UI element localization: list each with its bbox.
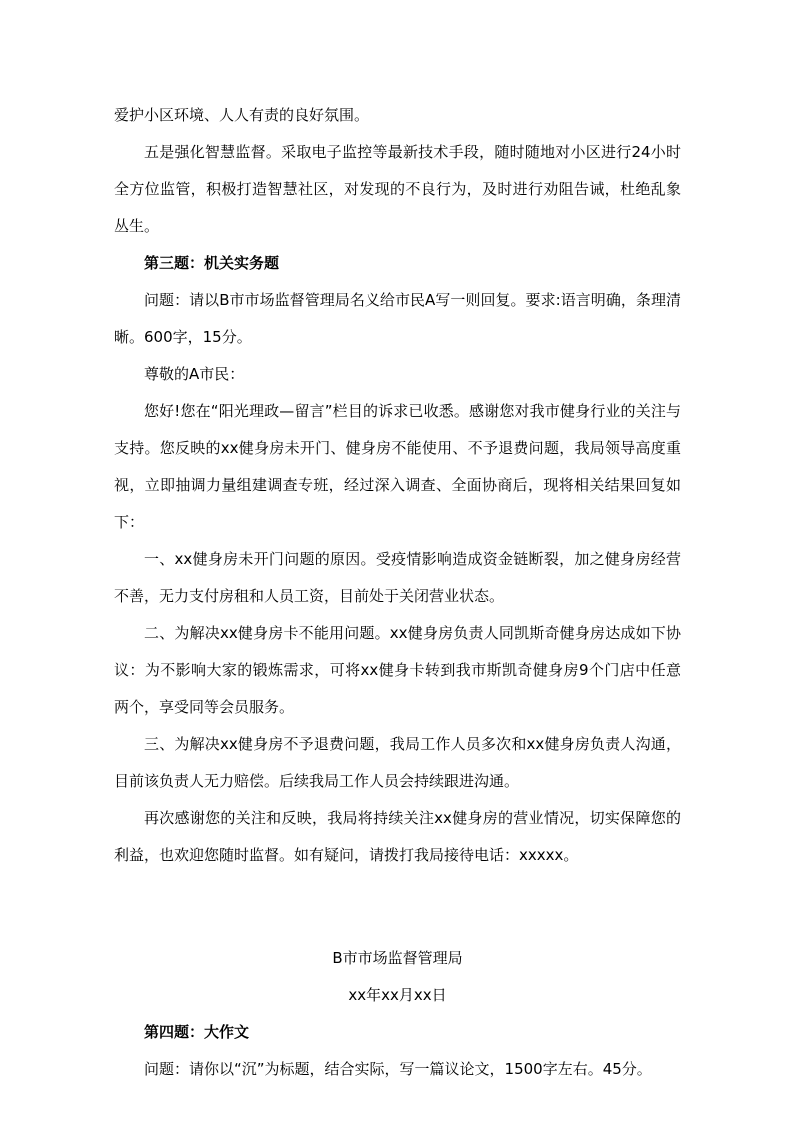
section-heading-question4: 第四题：大作文 <box>144 1023 250 1041</box>
paragraph-salutation: 尊敬的A市民： <box>144 365 245 383</box>
signature-date: xx年xx月xx日 <box>348 986 447 1004</box>
paragraph-reply-item3: 三、为解决xx健身房不予退费问题，我局工作人员多次和xx健身房负责人沟通，目前该负责人无力赔偿。后续我局工作人员会持续跟进沟通。 <box>114 735 681 790</box>
section-heading-question3: 第三题：机关实务题 <box>144 254 280 272</box>
signature-organization: B市市场监督管理局 <box>332 949 463 967</box>
paragraph-reply-closing: 再次感谢您的关注和反映，我局将持续关注xx健身房的营业情况，切实保障您的利益，也欢迎您随时监督。如有疑问，请拨打我局接待电话：xxxxx。 <box>114 809 681 864</box>
paragraph-reply-intro: 您好!您在“阳光理政—留言”栏目的诉求已收悉。感谢您对我市健身行业的关注与支持。您反映的xx健身房未开门、健身房不能使用、不予退费问题，我局领导高度重视，立即抽调力量组建调查专班，经过深入调查、全面协商后，现将相关结果回复如下： <box>114 402 681 531</box>
paragraph-body: 五是强化智慧监督。采取电子监控等最新技术手段，随时随地对小区进行24小时全方位监管，积极打造智慧社区，对发现的不良行为，及时进行劝阻告诫，杜绝乱象丛生。 <box>114 143 681 235</box>
paragraph-continuation: 爱护小区环境、人人有责的良好氛围。 <box>114 106 370 124</box>
paragraph-reply-item2: 二、为解决xx健身房卡不能用问题。xx健身房负责人同凯斯奇健身房达成如下协议：为不影响大家的锻炼需求，可将xx健身卡转到我市斯凯奇健身房9个门店中任意两个，享受同等会员服务。 <box>114 624 681 716</box>
paragraph-question3-prompt: 问题：请以B市市场监督管理局名义给市民A写一则回复。要求:语言明确，条理清晰。600字，15分。 <box>114 291 681 346</box>
paragraph-question4-prompt: 问题：请你以“沉”为标题，结合实际，写一篇议论文，1500字左右。45分。 <box>144 1060 652 1078</box>
paragraph-reply-item1: 一、xx健身房未开门问题的原因。受疫情影响造成资金链断裂，加之健身房经营不善，无力支付房租和人员工资，目前处于关闭营业状态。 <box>114 550 681 605</box>
